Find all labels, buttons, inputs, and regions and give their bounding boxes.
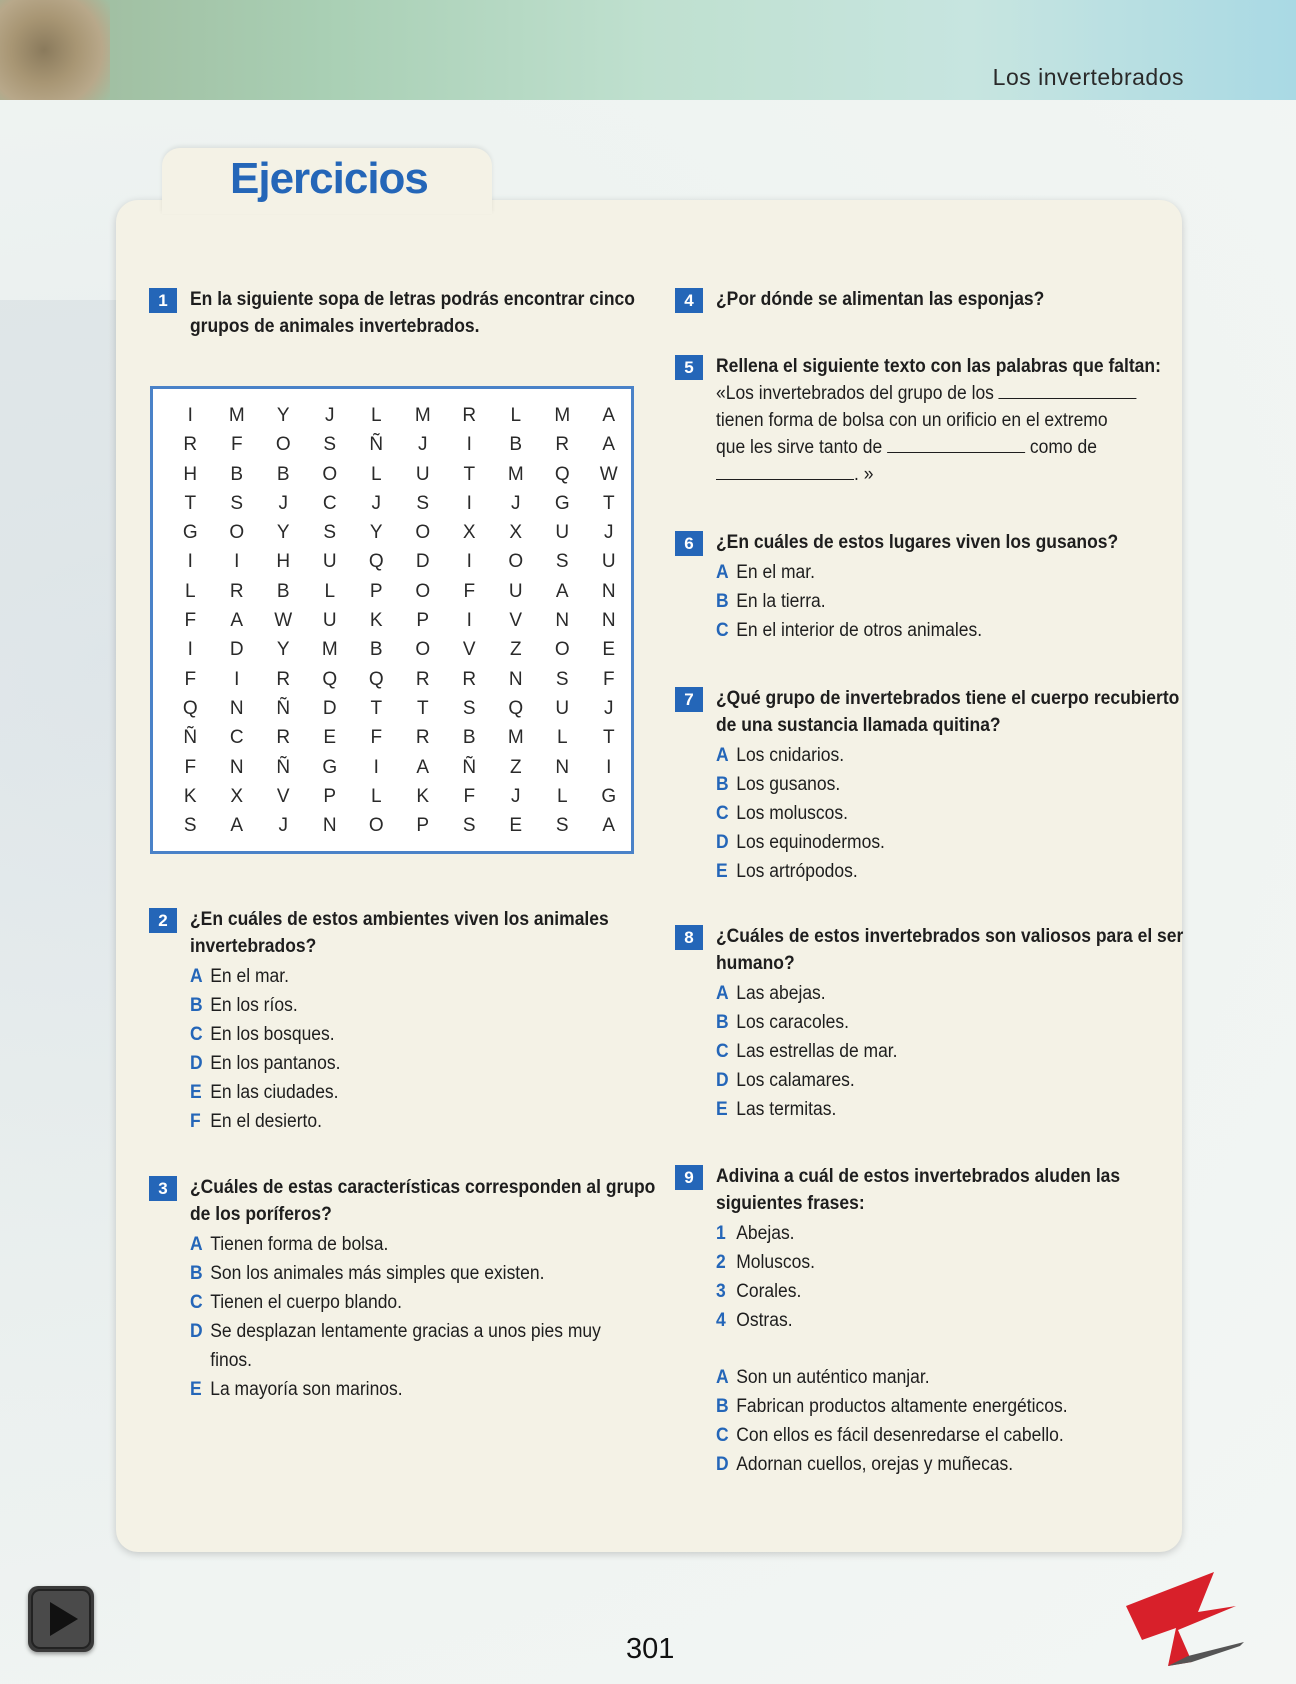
word-search-cell: T [463, 463, 476, 485]
word-search-cell: Ñ [462, 756, 477, 778]
word-search-cell: Z [509, 639, 522, 661]
option-item [716, 1277, 1148, 1306]
option-text: Los artrópodos. [736, 861, 858, 882]
exercise-7 [684, 685, 1186, 886]
word-search-cell: K [369, 610, 383, 632]
word-search-cell: Ñ [276, 756, 291, 778]
word-search-cell: Z [509, 756, 522, 778]
publisher-logo [1118, 1566, 1248, 1670]
blank-2 [887, 434, 1025, 453]
word-search-cell: Q [508, 697, 524, 719]
word-search-cell: E [602, 639, 616, 661]
word-search-cell: X [230, 785, 244, 807]
option-letter: C [190, 1292, 203, 1313]
word-search-cell: O [229, 522, 245, 544]
word-search-cell: J [418, 434, 428, 456]
word-search-cell: A [416, 756, 430, 778]
option-text: Se desplazan lentamente gracias a unos pies muy finos. [210, 1321, 601, 1371]
word-search-cell: I [234, 668, 240, 690]
word-search-cell: S [323, 434, 337, 456]
option-item [716, 1066, 1148, 1095]
option-item [190, 1375, 622, 1404]
word-search-cell: S [555, 815, 569, 837]
word-search-cell: U [415, 463, 430, 485]
word-search-cell: A [555, 580, 569, 602]
options-list [716, 741, 1186, 886]
word-search-cell: L [370, 405, 382, 426]
word-search-cell: Q [322, 668, 338, 690]
word-search-cell: B [509, 434, 523, 456]
exercise-5 [684, 353, 1186, 488]
section-title: Ejercicios [230, 154, 428, 203]
word-search-cell: L [510, 405, 522, 426]
word-search-cell: E [323, 727, 337, 749]
option-letter: A [716, 562, 729, 583]
option-text: Adornan cuellos, orejas y muñecas. [736, 1454, 1014, 1475]
option-text: En los pantanos. [210, 1053, 341, 1074]
option-letter: E [190, 1379, 202, 1400]
word-search-cell: C [322, 492, 337, 514]
word-search-cell: F [184, 756, 197, 778]
option-item [716, 1450, 1148, 1479]
word-search-cell: W [599, 463, 618, 485]
option-text: Las estrellas de mar. [736, 1041, 898, 1062]
word-search-cell: J [511, 492, 521, 514]
word-search-cell: V [276, 785, 290, 807]
option-text: Los caracoles. [736, 1012, 849, 1033]
word-search-cell: F [370, 727, 383, 749]
option-letter: A [190, 966, 203, 987]
option-text: Tienen forma de bolsa. [210, 1234, 389, 1255]
word-search-cell: R [555, 434, 570, 456]
word-search-cell: X [509, 522, 523, 544]
page-number: 301 [626, 1633, 675, 1665]
word-search-cell: F [463, 580, 476, 602]
word-search-cell: S [323, 522, 337, 544]
option-letter: A [716, 1367, 729, 1388]
option-text: En el desierto. [210, 1111, 322, 1132]
word-search-cell: S [555, 668, 569, 690]
word-search-cell: M [507, 727, 524, 749]
exercise-8 [684, 923, 1186, 1124]
fill-text-part: . » [854, 464, 874, 485]
word-search-cell: Y [276, 639, 290, 661]
word-search-cell: G [322, 756, 338, 778]
word-search-cell: J [325, 405, 335, 426]
exercise-4 [684, 286, 1186, 313]
word-search-cell: K [416, 785, 430, 807]
fill-text-part: tienen forma de bolsa con un orificio en el extremo [716, 410, 1108, 431]
word-search-cell: B [462, 727, 476, 749]
word-search-cell: V [509, 610, 523, 632]
exercise-question: Adivina a cuál de estos invertebrados aluden las siguientes frases: [716, 1166, 1121, 1214]
word-search-cell: Y [276, 522, 290, 544]
option-letter: C [716, 620, 729, 641]
word-search-cell: M [228, 405, 245, 426]
fill-text-part: «Los invertebrados del grupo de los [716, 383, 994, 404]
option-item [716, 1248, 1148, 1277]
word-search-cell: K [183, 785, 197, 807]
word-search-cell: G [554, 492, 570, 514]
word-search-cell: M [554, 405, 571, 426]
word-search-cell: O [415, 522, 431, 544]
word-search-cell: J [278, 815, 288, 837]
exercise-1 [158, 286, 660, 340]
items-list [716, 1219, 1186, 1335]
option-text: En los ríos. [210, 995, 298, 1016]
option-letter: B [190, 995, 203, 1016]
word-search-cell: Q [554, 463, 570, 485]
word-search-cell: O [415, 639, 431, 661]
exercise-number: 7 [675, 687, 703, 712]
word-search-cell: B [369, 639, 383, 661]
word-search-cell: O [368, 815, 384, 837]
word-search-cell: R [229, 580, 244, 602]
word-search-cell: T [602, 492, 615, 514]
option-letter: B [716, 774, 729, 795]
word-search-cell: J [511, 785, 521, 807]
option-letter: D [716, 1070, 729, 1091]
word-search-cell: H [276, 551, 291, 573]
options-list [716, 979, 1186, 1124]
fill-in-text [716, 380, 1158, 488]
word-search-cell: Ñ [276, 697, 291, 719]
option-text: Tienen el cuerpo blando. [210, 1292, 403, 1313]
option-text: La mayoría son marinos. [210, 1379, 403, 1400]
word-search-cell: A [230, 815, 244, 837]
word-search-cell: R [462, 668, 477, 690]
word-search-cell: I [466, 434, 472, 456]
word-search-cell: Y [369, 522, 383, 544]
word-search-cell: Q [368, 551, 384, 573]
option-text: Fabrican productos altamente energéticos. [736, 1396, 1068, 1417]
option-text: Abejas. [736, 1223, 795, 1244]
word-search-cell: P [369, 580, 383, 602]
word-search-cell: N [322, 815, 337, 837]
word-search-cell: V [462, 639, 476, 661]
word-search-cell: M [414, 405, 431, 426]
word-search-cell: W [274, 610, 293, 632]
exercise-number: 6 [675, 531, 703, 556]
exercise-question: ¿En cuáles de estos ambientes viven los animales invertebrados? [190, 909, 609, 957]
options-list [716, 1363, 1186, 1479]
option-item [716, 1421, 1148, 1450]
option-text: Son un auténtico manjar. [736, 1367, 930, 1388]
option-item [716, 979, 1148, 1008]
exercise-number: 3 [149, 1176, 177, 1201]
option-text: Las termitas. [736, 1099, 837, 1120]
fill-text-part: como de [1029, 437, 1097, 458]
exercise-question: ¿Cuáles de estos invertebrados son valiosos para el ser humano? [716, 926, 1184, 974]
word-search-cell: R [183, 434, 198, 456]
exercise-question: ¿Por dónde se alimentan las esponjas? [716, 289, 1045, 310]
option-item [190, 1259, 622, 1288]
option-letter: B [716, 591, 729, 612]
option-text: Con ellos es fácil desenredarse el cabello. [736, 1425, 1064, 1446]
exercise-6 [684, 529, 1186, 645]
word-search-cell: J [604, 522, 614, 544]
word-search-cell: U [322, 551, 337, 573]
option-item [716, 1392, 1148, 1421]
word-search-cell: F [184, 610, 197, 632]
word-search-cell: N [229, 756, 244, 778]
exercise-3 [158, 1174, 660, 1404]
option-letter: D [716, 1454, 729, 1475]
word-search-cell: O [322, 463, 338, 485]
word-search-cell: U [555, 522, 570, 544]
word-search-cell: U [508, 580, 523, 602]
word-search-cell: T [370, 697, 383, 719]
exercise-number: 4 [675, 288, 703, 313]
word-search-cell: O [508, 551, 524, 573]
exercise-number: 5 [675, 355, 703, 380]
option-letter: D [190, 1053, 203, 1074]
word-search-cell: G [601, 785, 617, 807]
option-letter: 4 [716, 1310, 726, 1331]
word-search-cell: I [187, 551, 193, 573]
word-search-cell: I [187, 639, 193, 661]
option-letter: F [190, 1111, 201, 1132]
exercise-number: 9 [675, 1165, 703, 1190]
word-search-cell: Y [276, 405, 290, 426]
word-search-grid [167, 405, 632, 844]
word-search-cell: O [275, 434, 291, 456]
exercise-question: Rellena el siguiente texto con las palabras que faltan: [716, 356, 1161, 377]
word-search-cell: R [415, 727, 430, 749]
option-item [716, 1008, 1148, 1037]
word-search-cell: P [416, 610, 430, 632]
word-search-cell: H [183, 463, 198, 485]
option-item [190, 1107, 622, 1136]
option-item [716, 799, 1148, 828]
option-text: En el mar. [210, 966, 289, 987]
word-search-cell: G [182, 522, 198, 544]
option-text: Los calamares. [736, 1070, 855, 1091]
option-item [190, 1317, 622, 1375]
fill-text-part: que les sirve tanto de [716, 437, 883, 458]
option-text: Los cnidarios. [736, 745, 845, 766]
word-search-cell: M [507, 463, 524, 485]
word-search-cell: A [602, 405, 616, 426]
word-search [150, 386, 634, 854]
word-search-cell: I [606, 756, 612, 778]
exercise-question: ¿En cuáles de estos lugares viven los gusanos? [716, 532, 1119, 553]
option-letter: B [716, 1396, 729, 1417]
word-search-cell: M [321, 639, 338, 661]
option-letter: C [190, 1024, 203, 1045]
word-search-cell: Q [182, 697, 198, 719]
word-search-cell: I [466, 610, 472, 632]
option-item [716, 1095, 1148, 1124]
word-search-cell: B [230, 463, 244, 485]
word-search-cell: L [184, 580, 196, 602]
word-search-cell: N [601, 580, 616, 602]
option-text: En la tierra. [736, 591, 826, 612]
word-search-cell: X [462, 522, 476, 544]
exercise-number: 2 [149, 908, 177, 933]
word-search-cell: R [276, 668, 291, 690]
word-search-cell: S [230, 492, 244, 514]
word-search-cell: S [462, 815, 476, 837]
option-item [716, 857, 1148, 886]
option-letter: C [716, 803, 729, 824]
option-item [716, 616, 1148, 645]
option-item [190, 991, 622, 1020]
option-letter: 2 [716, 1252, 726, 1273]
word-search-cell: T [184, 492, 197, 514]
word-search-cell: T [416, 697, 429, 719]
option-item [716, 770, 1148, 799]
word-search-cell: I [234, 551, 240, 573]
word-search-cell: Ñ [183, 727, 198, 749]
word-search-cell: N [229, 697, 244, 719]
word-search-cell: E [509, 815, 523, 837]
exercise-question: ¿Cuáles de estas características corresponden al grupo de los poríferos? [190, 1177, 656, 1225]
exercise-9 [684, 1163, 1186, 1479]
option-item [716, 1219, 1148, 1248]
option-text: Los equinodermos. [736, 832, 885, 853]
word-search-cell: N [555, 756, 570, 778]
word-search-cell: N [555, 610, 570, 632]
word-search-cell: L [370, 785, 382, 807]
word-search-cell: F [602, 668, 615, 690]
word-search-cell: O [554, 639, 570, 661]
option-item [716, 1306, 1148, 1335]
word-search-cell: S [462, 697, 476, 719]
exercise-question: ¿Qué grupo de invertebrados tiene el cuerpo recubierto de una sustancia llamada quitina? [716, 688, 1180, 736]
word-search-cell: F [230, 434, 243, 456]
word-search-cell: L [324, 580, 336, 602]
options-list [716, 558, 1186, 645]
option-letter: E [716, 1099, 728, 1120]
play-icon [28, 1586, 94, 1652]
option-letter: A [716, 745, 729, 766]
option-text: Moluscos. [736, 1252, 815, 1273]
options-list [190, 962, 660, 1136]
option-item [716, 1363, 1148, 1392]
word-search-cell: S [555, 551, 569, 573]
option-text: Corales. [736, 1281, 802, 1302]
option-letter: D [190, 1321, 203, 1342]
option-text: Las abejas. [736, 983, 826, 1004]
word-search-cell: T [602, 727, 615, 749]
play-button[interactable] [28, 1586, 94, 1652]
option-letter: D [716, 832, 729, 853]
option-item [716, 1037, 1148, 1066]
running-title: Los invertebrados [992, 64, 1184, 90]
word-search-cell: F [463, 785, 476, 807]
option-item [190, 1049, 622, 1078]
option-item [716, 587, 1148, 616]
option-letter: E [716, 861, 728, 882]
word-search-cell: J [371, 492, 381, 514]
word-search-cell: U [601, 551, 616, 573]
word-search-cell: N [601, 610, 616, 632]
word-search-cell: N [508, 668, 523, 690]
word-search-cell: I [187, 405, 193, 426]
word-search-cell: D [415, 551, 430, 573]
word-search-cell: J [278, 492, 288, 514]
word-search-cell: I [373, 756, 379, 778]
word-search-cell: D [322, 697, 337, 719]
word-search-cell: Ñ [369, 434, 384, 456]
option-item [190, 962, 622, 991]
word-search-cell: Q [368, 668, 384, 690]
word-search-cell: P [323, 785, 337, 807]
word-search-cell: C [229, 727, 244, 749]
word-search-cell: I [466, 551, 472, 573]
word-search-cell: A [602, 434, 616, 456]
word-search-cell: B [276, 580, 290, 602]
word-search-cell: B [276, 463, 290, 485]
option-item [716, 741, 1148, 770]
option-text: En las ciudades. [210, 1082, 339, 1103]
word-search-cell: S [416, 492, 430, 514]
word-search-cell: U [322, 610, 337, 632]
option-letter: C [716, 1425, 729, 1446]
word-search-cell: U [555, 697, 570, 719]
option-letter: B [190, 1263, 203, 1284]
option-item [190, 1230, 622, 1259]
option-item [190, 1078, 622, 1107]
exercise-2 [158, 906, 660, 1136]
option-item [716, 558, 1148, 587]
option-item [190, 1020, 622, 1049]
option-text: En el interior de otros animales. [736, 620, 983, 641]
option-letter: 1 [716, 1223, 726, 1244]
word-search-cell: L [370, 463, 382, 485]
header-photo-corner [0, 0, 110, 100]
option-letter: A [190, 1234, 203, 1255]
option-text: En los bosques. [210, 1024, 335, 1045]
word-search-cell: L [556, 785, 568, 807]
exercise-number: 1 [149, 288, 177, 313]
option-item [716, 828, 1148, 857]
option-text: Son los animales más simples que existen. [210, 1263, 545, 1284]
option-text: Los gusanos. [736, 774, 841, 795]
word-search-cell: A [230, 610, 244, 632]
option-text: En el mar. [736, 562, 815, 583]
option-letter: C [716, 1041, 729, 1062]
option-letter: A [716, 983, 729, 1004]
option-item [190, 1288, 622, 1317]
word-search-cell: O [415, 580, 431, 602]
option-text: Ostras. [736, 1310, 793, 1331]
exercise-number: 8 [675, 925, 703, 950]
word-search-cell: I [466, 492, 472, 514]
word-search-cell: D [229, 639, 244, 661]
blank-1 [999, 380, 1137, 399]
word-search-cell: R [415, 668, 430, 690]
option-letter: E [190, 1082, 202, 1103]
option-letter: 3 [716, 1281, 726, 1302]
word-search-cell: F [184, 668, 197, 690]
word-search-cell: A [602, 815, 616, 837]
word-search-cell: L [556, 727, 568, 749]
word-search-cell: P [416, 815, 430, 837]
word-search-cell: R [462, 405, 477, 426]
blank-3 [716, 461, 854, 480]
options-list [190, 1230, 660, 1404]
word-search-cell: J [604, 697, 614, 719]
option-text: Los moluscos. [736, 803, 848, 824]
option-letter: B [716, 1012, 729, 1033]
exercise-question: En la siguiente sopa de letras podrás encontrar cinco grupos de animales invertebrados. [190, 289, 635, 337]
word-search-cell: S [183, 815, 197, 837]
word-search-cell: R [276, 727, 291, 749]
